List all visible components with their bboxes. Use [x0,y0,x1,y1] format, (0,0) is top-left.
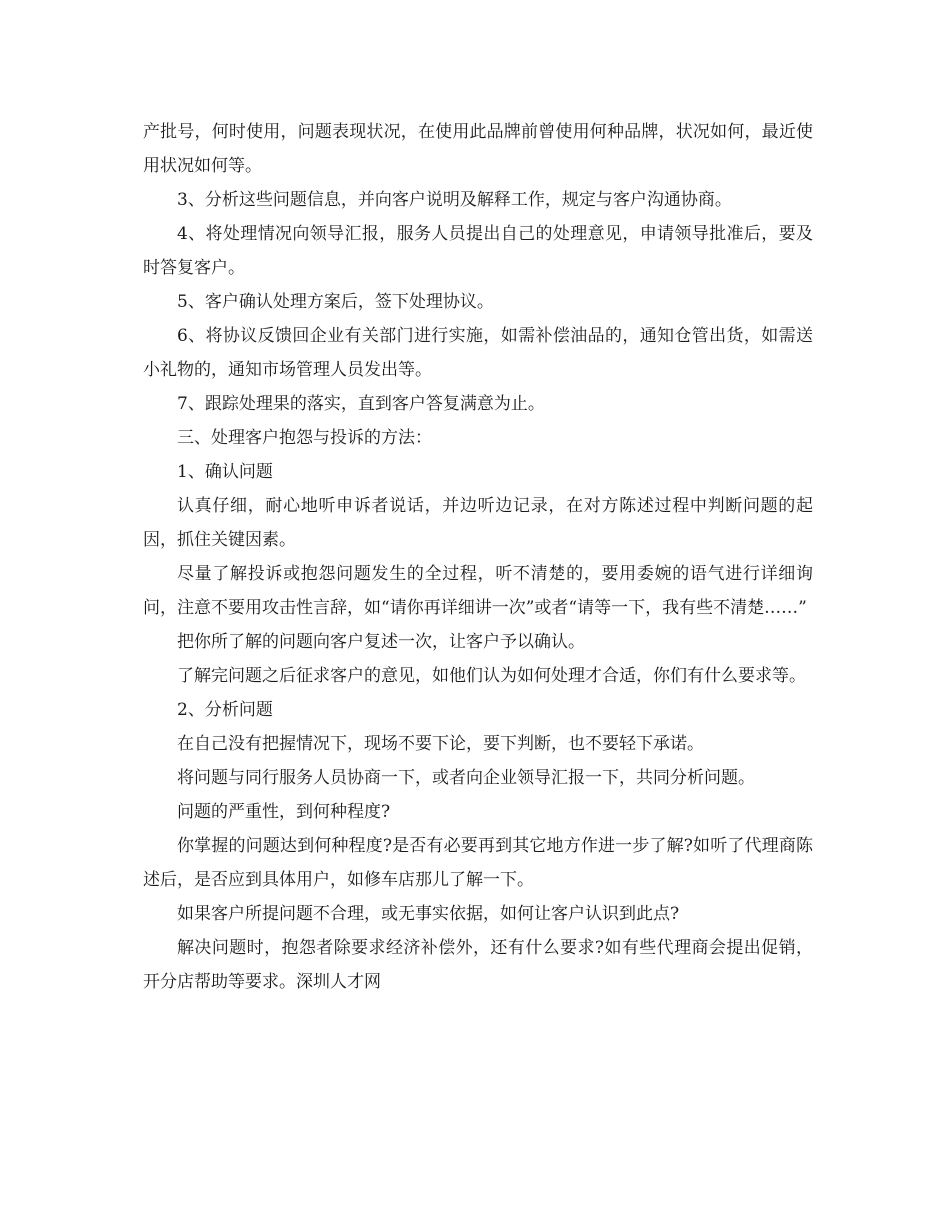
document-body [143,115,813,999]
paragraph-16: 问题的严重性，到何种程度? [177,802,391,822]
paragraph-17: 你掌握的问题达到何种程度?是否有必要再到其它地方作进一步了解?如听了代理商陈述后，是否应到具体用户，如修车店那儿了解一下。 [143,836,813,890]
paragraph-2: 3、分析这些问题信息，并向客户说明及解释工作，规定与客户沟通协商。 [177,190,732,210]
paragraph-4: 5、客户确认处理方案后，签下处理协议。 [177,292,494,312]
paragraph-15: 将问题与同行服务人员协商一下，或者向企业领导汇报一下，共同分析问题。 [177,768,755,788]
paragraph-3: 4、将处理情况向领导汇报，服务人员提出自己的处理意见，申请领导批准后，要及时答复客户。 [143,224,813,278]
paragraph-5: 6、将协议反馈回企业有关部门进行实施，如需补偿油品的，通知仓管出货，如需送小礼物的，通知市场管理人员发出等。 [143,326,813,380]
paragraph-14: 在自己没有把握情况下，现场不要下论，要下判断，也不要轻下承诺。 [177,734,704,754]
paragraph-9: 认真仔细，耐心地听申诉者说话，并边听边记录，在对方陈述过程中判断问题的起因，抓住关键因素。 [143,496,813,550]
paragraph-12: 了解完问题之后征求客户的意见，如他们认为如何处理才合适，你们有什么要求等。 [177,666,806,686]
paragraph-1: 产批号，何时使用，问题表现状况，在使用此品牌前曾使用何种品牌，状况如何，最近使用状况如何等。 [143,122,813,176]
paragraph-11: 把你所了解的问题向客户复述一次，让客户予以确认。 [177,632,585,652]
subheading-confirm-problem: 1、确认问题 [177,462,273,482]
subheading-analyze-problem: 2、分析问题 [177,700,273,720]
section-heading-methods: 三、处理客户抱怨与投诉的方法： [177,428,432,448]
paragraph-18: 如果客户所提问题不合理，或无事实依据，如何让客户认识到此点? [177,904,680,924]
paragraph-10: 尽量了解投诉或抱怨问题发生的全过程，听不清楚的，要用委婉的语气进行详细询问，注意不要用攻击性言辞，如“请你再详细讲一次”或者“请等一下，我有些不清楚……” [143,564,813,618]
paragraph-19: 解决问题时，抱怨者除要求经济补偿外，还有什么要求?如有些代理商会提出促销，开分店帮助等要求。深圳人才网 [143,938,813,992]
paragraph-6: 7、跟踪处理果的落实，直到客户答复满意为止。 [177,394,545,414]
